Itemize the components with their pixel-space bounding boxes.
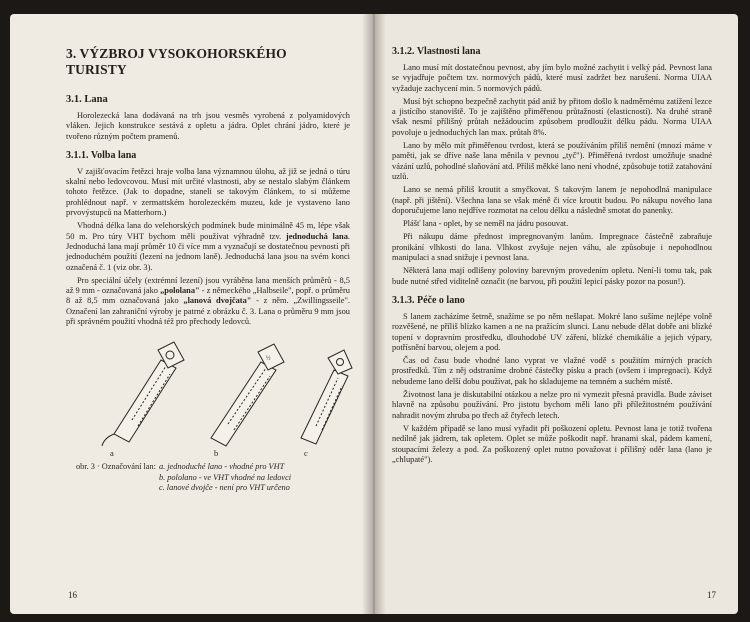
book-spine	[362, 14, 386, 614]
caption-line-b: b. pololano - ve VHT vhodné na ledovci	[158, 472, 292, 482]
care-paragraph: Čas od času bude vhodné lano vyprat ve vlažné vodě s použitím mírných pracích prostředků. Tím z něj odstraníme drobné částečky písku a prach (ovšem i impregnaci). Když nebudeme lano delší dobu používat, pak ho skladujeme na temném a suchém místě.	[392, 356, 712, 386]
properties-paragraph: Při nákupu dáme přednost impregnovaným lanům. Impregnace částečně zabraňuje pronikání vlhkosti do lana. Vlhkost zvyšuje nejen váhu, ale způsobuje i nepohodlnou manipulaci a snad snižuje i pevnost lana.	[392, 232, 712, 263]
paragraph-3-text-a: Pro speciální účely (extrémní lezení) jsou vyráběna lana menších průměrů - 8,5 až 9 mm - označovaná jako	[66, 275, 350, 296]
chapter-title: 3. VÝZBROJ VYSOKOHORSKÉHO TURISTY	[66, 46, 287, 77]
care-paragraph: Životnost lana je diskutabilní otázkou a nelze pro ni vymezit přesná pravidla. Bude záviset hlavně na způsobu používání. Pro jistotu bychom měli lano při příležitostném používání nahradit novým zhruba po třech až čtyřech letech.	[392, 390, 712, 420]
paragraph-2	[66, 221, 350, 272]
svg-text:½: ½	[266, 356, 271, 363]
open-book	[10, 14, 738, 614]
caption-line-a: a. jednoduché lano - vhodné pro VHT	[158, 462, 285, 472]
section-title-lana: 3.1. Lana	[66, 94, 108, 105]
paragraph-3	[66, 276, 350, 327]
rope-a	[102, 342, 184, 446]
rope-marking-figure	[66, 330, 356, 458]
paragraph-1: V zajišťovacím řetězci hraje volba lana významnou úlohu, až již se jedná o túru skalní nebo ledovcovou. Musí mít určité vlastnosti, aby se nestalo slabým článkem tohoto řetězce. (Jak to dopadne, staneli se takovým článkem, to si můžeme prohlédnout např. v zermattském horolezeckém muzeu, kde je vystaveno lano prvovýstupců na Matterhorn.)	[66, 166, 350, 218]
intro-paragraph: Horolezecká lana dodávaná na trh jsou vesměs vyrobená z polyamidových vláken. Jejich konstrukce sestává z opletu a jádra. Oplet chrání jádro, které je tvořeno různým počtem pramenů.	[66, 111, 350, 141]
properties-paragraph: Lano se nemá příliš kroutit a smyčkovat. S takovým lanem je nepohodlná manipulace (např. při jištění). Všechna lana se však méně či více kroutit budou. Po nákupu nového lana doporučujeme lano nejdříve rozmotat na celou délku a následně smotat do panenky.	[392, 185, 712, 215]
paragraph-3-text-e: - z něm. „Zwillingsseile". Označení lan zahraniční výroby je patrné z obrázku č. 3. Lana o průměru 9 mm jsou při správném použití vhodná též pro přechody ledovců.	[66, 296, 350, 327]
rope-b	[211, 344, 284, 446]
paragraph-2-text-a: Vhodná délka lana do velehorských podmínek bude minimálně 45 m, lépe však 50 m. Pro túry VHT bychom měli používat výhradně tzv.	[66, 221, 350, 241]
right-page	[374, 14, 738, 614]
page-number-left: 16	[68, 590, 77, 600]
left-page	[10, 14, 374, 614]
paragraph-3-bold-dvojcata: „lanová dvojčata"	[183, 296, 252, 306]
rope-c	[301, 350, 352, 444]
caption-label: obr. 3 · Označování lan:	[76, 462, 156, 472]
properties-paragraph: Lano musí mít dostatečnou pevnost, aby jím bylo možné zachytit i velký pád. Pevnost lana se vyjadřuje počtem tzv. normových pádů, které musí zadržet bez narušení. Norma UIAA vyžaduje zachycení min. 5 normových pádů.	[392, 63, 712, 93]
properties-paragraph: Plášť lana - oplet, by se neměl na jádru posouvat.	[403, 219, 569, 229]
page-number-right: 17	[707, 590, 716, 600]
rope-illustration	[66, 330, 356, 450]
figure-letter-c: c	[304, 448, 308, 459]
properties-paragraph: Některá lana mají odlišeny poloviny barevným provedením opletu. Není-li tomu tak, pak bude nutné střed viditelně označit (ne barvou, při použití lepicí pásky pozor na posun!).	[392, 266, 712, 286]
care-paragraph: V každém případě se lano musí vyřadit při poškození opletu. Pevnost lana je totiž tvořena nedílně jak jádrem, tak opletem. Oplet se může poškodit např. hranami skal, pádem kamení, stoupacími železy a pod. Za poškozený oplet nutno považovat i přílišný oděr lana (lano je „chlupaté").	[392, 423, 712, 464]
paragraph-2-text-c: . Jednoduchá lana mají průměr 10 či více mm a vyznačují se dostatečnou pevností při jednoduchém použití (lezení na jednom laně). Jednoduchá lana jsou na svém konci označená č. 1 (viz obr. 3).	[66, 231, 350, 272]
caption-line-c: c. lanové dvojče - není pro VHT určeno	[158, 483, 290, 493]
properties-paragraph: Musí být schopno bezpečně zachytit pád aniž by přitom došlo k nadměrnému zatížení lezce a jistícího stanoviště. To je zajištěno přiměřenou průtažností (elasticností). Na druhé straně však nesmí přílišný průtah nežádoucím způsobem prodloužit délku pádu. Norma UIAA povoluje u jednoduchých lan max. průtah 8%.	[392, 96, 712, 137]
paragraph-2-bold: jednoduchá lana	[285, 231, 348, 241]
care-paragraph: S lanem zacházíme šetrně, snažíme se po něm nešlapat. Mokré lano sušíme nejlépe volně rozvěšené, ne příliš blízko kamen a ne na pražícím slunci. Lanu nebude dělat dobře ani blízké topení v dopravním prostředku, dlouhodobé UV záření, blízké chemikálie a jejich výpary, potřísnění barvou, olejem a pod.	[392, 311, 712, 352]
subsection-title-pece-o-lano: 3.1.3. Péče o lano	[392, 294, 465, 306]
properties-paragraph: Lano by mělo mít přiměřenou tvrdost, která se používáním příliš nemění (mnozí máme v paměti, jak se dříve naše lana měnila v pevnou „tyč"). Přiměřená tvrdost umožňuje snadné vázání uzlů, pohodlné slaňování atd. Příliš měkké lano není vhodné, způsobuje totiž zatahování uzlů.	[392, 141, 712, 181]
section-title-vlastnosti-lana: 3.1.2. Vlastnosti lana	[392, 46, 481, 57]
subsection-title-volba-lana: 3.1.1. Volba lana	[66, 149, 137, 161]
paragraph-3-text-c: - z německého „Halbseile", popř. o průměru 8 až 8,5 mm označovaná jako	[66, 286, 350, 306]
figure-letter-b: b	[214, 448, 219, 459]
figure-letter-a: a	[110, 448, 114, 459]
paragraph-3-bold-pololana: „pololana"	[160, 286, 200, 296]
figure-caption	[76, 462, 350, 494]
